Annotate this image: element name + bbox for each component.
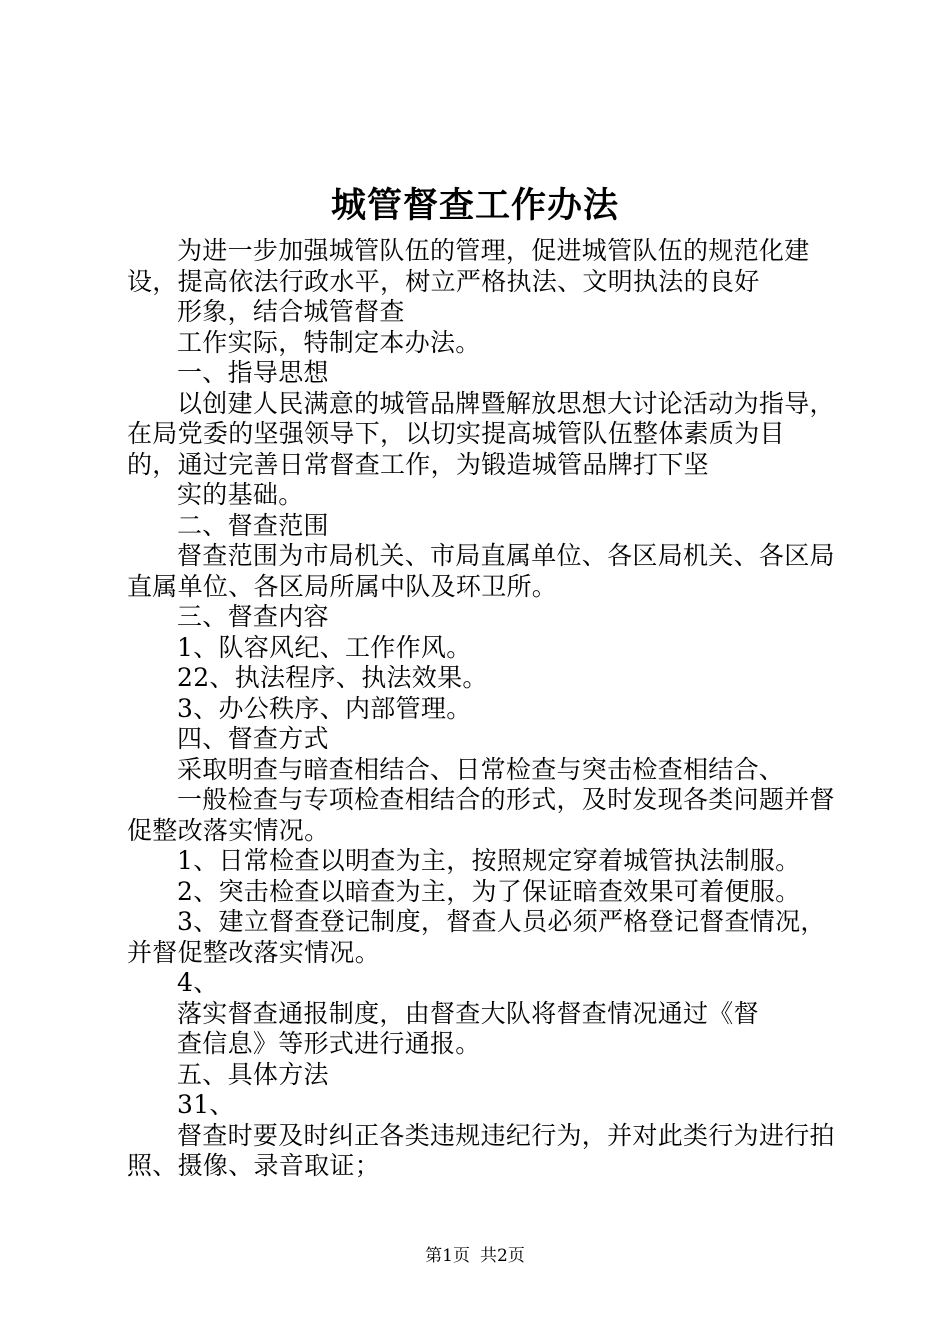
paragraph: 督查时要及时纠正各类违规违纪行为，并对此类行为进行拍照、摄像、录音取证；: [127, 1120, 835, 1180]
paragraph: 形象，结合城管督查: [177, 297, 405, 326]
document-title: 城管督查工作办法: [330, 185, 619, 226]
list-item: 1、日常检查以明查为主，按照规定穿着城管执法制服。: [177, 846, 801, 875]
paragraph: 采取明查与暗查相结合、日常检查与突击检查相结合、: [177, 754, 785, 784]
paragraph: 一般检查与专项检查相结合的形式，及时发现各类问题并督促整改落实情况。: [127, 785, 835, 845]
paragraph: 督查范围为市局机关、市局直属单位、各区局机关、各区局直属单位、各区局所属中队及环卫所。: [127, 541, 835, 601]
section-heading: 四、督查方式: [177, 724, 329, 753]
list-item: 31、: [177, 1090, 235, 1119]
section-heading: 二、督查范围: [177, 510, 329, 540]
list-item: 3、建立督查登记制度，督查人员必须严格登记督查情况，并督促整改落实情况。: [127, 907, 826, 967]
section-heading: 五、具体方法: [177, 1059, 329, 1089]
list-item: 3、办公秩序、内部管理。: [177, 693, 472, 723]
paragraph: 以创建人民满意的城管品牌暨解放思想大讨论活动为指导，在局党委的坚强领导下，以切实提高城管队伍整体素质为目的，通过完善日常督查工作，为锻造城管品牌打下坚: [127, 388, 835, 479]
paragraph: 查信息》等形式进行通报。: [177, 1029, 481, 1058]
list-item: 22、执法程序、执法效果。: [177, 663, 488, 692]
list-item: 1、队容风纪、工作作风。: [177, 632, 472, 662]
paragraph: 为进一步加强城管队伍的管理，促进城管队伍的规范化建设，提高依法行政水平，树立严格执法、文明执法的良好: [127, 236, 810, 296]
paragraph: 落实督查通报制度，由督查大队将督查情况通过《督: [177, 998, 759, 1028]
page-footer: [0, 1245, 950, 1267]
document-body: [127, 236, 835, 1182]
list-item: 2、突击检查以暗查为主，为了保证暗查效果可着便服。: [177, 876, 801, 906]
page-total: 共2页: [480, 1246, 525, 1266]
paragraph: 工作实际，特制定本办法。: [177, 327, 481, 357]
section-heading: 三、督查内容: [177, 602, 329, 631]
paragraph: 实的基础。: [177, 480, 304, 509]
section-heading: 一、指导思想: [177, 358, 329, 387]
list-item: 4、: [177, 968, 219, 997]
page-number: 第1页: [425, 1246, 470, 1266]
